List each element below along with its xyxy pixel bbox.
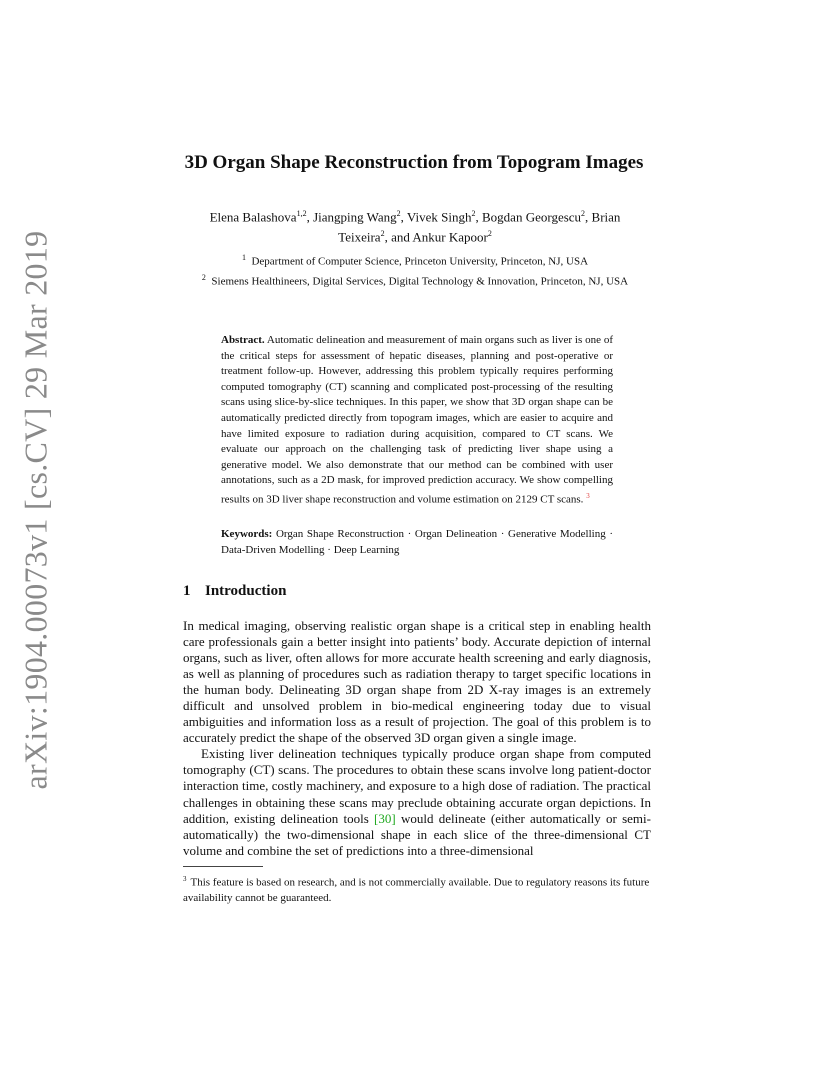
keywords — [221, 527, 613, 558]
affiliations — [190, 250, 640, 289]
affiliation-number: 1 — [241, 253, 246, 262]
paragraph — [183, 746, 651, 858]
author-name: , Bogdan Georgescu — [475, 209, 582, 225]
author-affil-sup: 2 — [471, 209, 476, 218]
author-affil-sup: 1,2 — [296, 209, 307, 218]
affiliation-line — [190, 270, 640, 290]
author-name: , Jiangping Wang — [306, 209, 397, 225]
footnote-divider — [183, 866, 263, 867]
affiliation-number: 2 — [201, 272, 206, 282]
affiliation-line — [190, 250, 640, 270]
section-heading — [183, 583, 286, 600]
section-number: 1 — [183, 583, 191, 599]
author-name: , and Ankur Kapoor — [384, 229, 488, 245]
keywords-text: Organ Shape Reconstruction · Organ Delineation · Generative Modelling · Data-Driven Modelling · Deep Learning — [221, 528, 613, 556]
citation-link[interactable]: [30] — [374, 810, 396, 826]
author-name: , Vivek Singh — [400, 209, 472, 225]
paper-title: 3D Organ Shape Reconstruction from Topogram Images — [184, 152, 644, 173]
author-affil-sup: 2 — [581, 209, 586, 218]
author-affil-sup: 2 — [396, 209, 401, 218]
body-text — [183, 618, 651, 859]
keywords-label: Keywords: — [221, 528, 273, 540]
footnote-link[interactable]: 3 — [586, 491, 590, 500]
paragraph-text: would delineate (either automatically or semi-automatically) the two-dimensional shape in each slice of the three-dimensional CT volume and combine the set of predictions into a three-dimensional — [183, 810, 651, 858]
abstract — [221, 333, 613, 508]
author-affil-sup: 2 — [487, 229, 492, 239]
arxiv-side-stamp — [6, 230, 66, 790]
section-title: Introduction — [205, 583, 287, 599]
author-name: , Brian Teixeira — [338, 209, 621, 245]
footnote-number: 3 — [183, 875, 187, 883]
author-list — [190, 205, 640, 246]
paragraph-text: Existing liver delineation techniques typically produce organ shape from computed tomography (CT) scans. The procedures to obtain these scans involve long patient-doctor interaction time, costly machinery, and exposure to a high dose of radiation. The practical challenges in obtaining these scans may preclude obtaining accurate organ depictions. In addition, existing delineation tools — [183, 746, 651, 826]
affiliation-text: Siemens Healthineers, Digital Services, Digital Technology & Innovation, Princeton, NJ, USA — [211, 275, 629, 288]
author-name: Elena Balashova — [209, 209, 297, 225]
author-affil-sup: 2 — [380, 229, 385, 239]
abstract-label: Abstract. — [221, 334, 265, 346]
footnote-text: This feature is based on research, and is not commercially available. Due to regulatory reasons its future availability cannot be guaranteed. — [183, 876, 650, 904]
abstract-text: Automatic delineation and measurement of main organs such as liver is one of the critical steps for assessment of hepatic diseases, planning and post-operative or treatment follow-up. However, addressing this problem typically requires performing computed tomography (CT) scanning and complicated post-processing of the resulting scans using slice-by-slice techniques. In this paper, we show that 3D organ shape can be automatically predicted directly from topogram images, which are easier to acquire and have limited exposure to radiation during acquisition, compared to CT scans. We evaluate our approach on the challenging task of predicting liver shape using a generative model. We also demonstrate that our method can be combined with user annotations, such as a 2D mask, for improved prediction accuracy. We show compelling results on 3D liver shape reconstruction and volume estimation on 2129 CT scans. — [221, 334, 613, 506]
footnote — [183, 872, 651, 906]
arxiv-identifier: arXiv:1904.00073v1 [cs.CV] 29 Mar 2019 — [17, 230, 54, 790]
paragraph: In medical imaging, observing realistic organ shape is a critical step in enabling health care professionals gain a better insight into patients’ body. Accurate depiction of internal organs, such as liver, often allows for more accurate health screening and early diagnosis, as well as planning of procedures such as radiation therapy to target specific locations in the human body. Delineating 3D organ shape from 2D X-ray images is an extremely difficult and unsolved problem in bio-medical engineering today due to visual ambiguities and information loss as a result of projection. The goal of this problem is to accurately predict the shape of the observed 3D organ given a single image. — [183, 618, 651, 746]
affiliation-text: Department of Computer Science, Princeton University, Princeton, NJ, USA — [251, 255, 589, 268]
